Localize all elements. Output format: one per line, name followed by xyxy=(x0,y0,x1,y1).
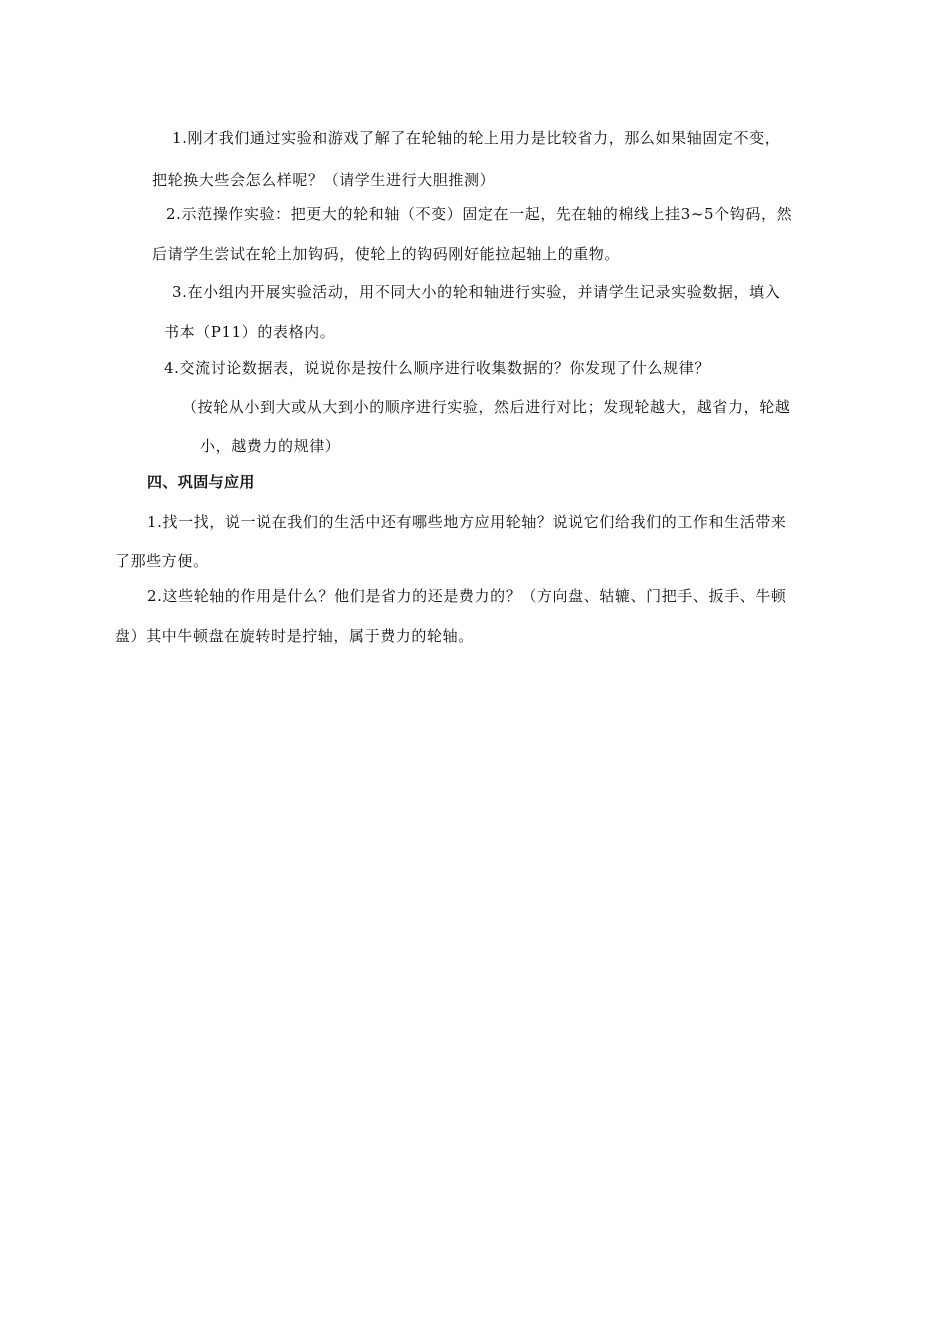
paragraph-4-note-line-1: （按轮从小到大或从大到小的顺序进行实验，然后进行对比；发现轮越大，越省力，轮越 xyxy=(182,398,791,416)
paragraph-1-line-1: 1.刚才我们通过实验和游戏了解了在轮轴的轮上用力是比较省力，那么如果轴固定不变， xyxy=(172,129,781,147)
application-1-line-1: 1.找一找，说一说在我们的生活中还有哪些地方应用轮轴？说说它们给我们的工作和生活带来 xyxy=(147,513,787,531)
paragraph-2-line-2: 后请学生尝试在轮上加钩码，使轮上的钩码刚好能拉起轴上的重物。 xyxy=(152,245,621,263)
paragraph-4-note-line-2: 小，越费力的规律） xyxy=(200,437,341,455)
paragraph-1-line-2: 把轮换大些会怎么样呢？（请学生进行大胆推测） xyxy=(152,171,496,189)
application-2-line-1: 2.这些轮轴的作用是什么？他们是省力的还是费力的？（方向盘、轱辘、门把手、扳手、牛顿 xyxy=(147,587,787,605)
paragraph-4-line-1: 4.交流讨论数据表，说说你是按什么顺序进行收集数据的？你发现了什么规律？ xyxy=(164,359,710,377)
application-1-line-2: 了那些方便。 xyxy=(115,552,209,570)
section-heading: 四、巩固与应用 xyxy=(147,473,255,491)
paragraph-3-line-1: 3.在小组内开展实验活动，用不同大小的轮和轴进行实验，并请学生记录实验数据，填入 xyxy=(172,283,781,301)
paragraph-2-line-1: 2.示范操作实验：把更大的轮和轴（不变）固定在一起，先在轴的棉线上挂3~5个钩码，然 xyxy=(166,205,793,223)
application-2-line-2: 盘）其中牛顿盘在旋转时是拧轴，属于费力的轮轴。 xyxy=(115,627,474,645)
paragraph-3-line-2: 书本（P11）的表格内。 xyxy=(164,323,336,341)
